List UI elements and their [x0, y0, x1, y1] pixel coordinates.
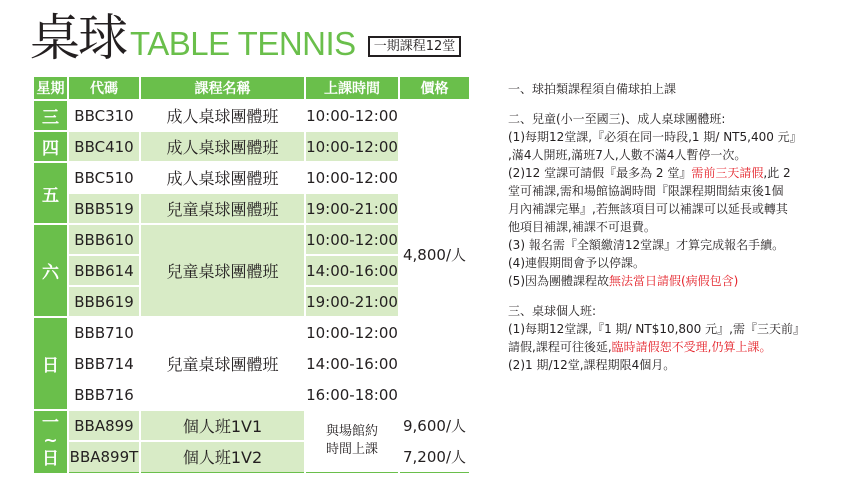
table-header-row	[33, 76, 470, 100]
course-time: 10:00-12:00	[305, 317, 399, 348]
course-name: 兒童桌球團體班	[140, 224, 305, 317]
time-note-line2: 時間上課	[325, 442, 378, 458]
course-name: 個人班1V2	[140, 441, 305, 472]
course-time: 10:00-12:00	[305, 100, 399, 131]
note-text	[508, 164, 838, 182]
group-price: 4,800/人	[399, 100, 470, 410]
note-warning: 需前三天請假	[691, 166, 764, 180]
header-price: 價格	[399, 76, 470, 100]
course-name: 成人桌球團體班	[140, 131, 305, 162]
course-name: 成人桌球團體班	[140, 162, 305, 193]
course-code: BBA899	[68, 410, 140, 441]
price-1v2: 7,200/人	[399, 441, 470, 472]
course-code: BBA899T	[68, 441, 140, 472]
course-name: 兒童桌球團體班	[140, 317, 305, 410]
course-name: 兒童桌球團體班	[140, 193, 305, 224]
title-english: TABLE TENNIS	[130, 25, 356, 62]
day-sunday: 日	[33, 317, 68, 410]
course-code: BBB614	[68, 255, 140, 286]
course-code: BBB610	[68, 224, 140, 255]
session-badge: 一期課程12堂	[368, 36, 462, 57]
note-text: (2)1 期/12堂,課程期限4個月。	[508, 358, 676, 372]
course-code: BBB716	[68, 379, 140, 410]
course-time	[305, 410, 399, 472]
course-time: 10:00-12:00	[305, 131, 399, 162]
note-text: 請假,課程可往後延,	[508, 340, 612, 354]
course-time: 10:00-12:00	[305, 224, 399, 255]
notes-panel	[508, 80, 838, 374]
day-range	[33, 410, 68, 472]
note-text	[508, 338, 838, 356]
note-warning: 無法當日請假(病假包含)	[609, 274, 739, 288]
course-time: 14:00-16:00	[305, 255, 399, 286]
course-code: BBB710	[68, 317, 140, 348]
header-time: 上課時間	[305, 76, 399, 100]
day-thursday: 四	[33, 131, 68, 162]
table-row	[33, 100, 470, 131]
price-1v1: 9,600/人	[399, 410, 470, 441]
table-row	[33, 441, 470, 472]
note-section-2-title: 二、兒童(小一至國三)、成人桌球團體班:	[508, 112, 726, 126]
course-name: 成人桌球團體班	[140, 100, 305, 131]
day-range-top: 一	[42, 413, 59, 434]
note-text	[508, 272, 838, 290]
time-note-line1: 與場館約	[325, 424, 378, 440]
note-warning: 臨時請假恕不受理,仍算上課。	[611, 340, 772, 354]
day-wednesday: 三	[33, 100, 68, 131]
course-time: 16:00-18:00	[305, 379, 399, 410]
note-text: 他項目補課,補課不可退費。	[508, 220, 656, 234]
note-text: (1)每期12堂課,『必須在同一時段,1 期/ NT5,400 元』	[508, 130, 802, 144]
note-text: (4)連假期間會予以停課。	[508, 256, 645, 270]
course-code: BBB619	[68, 286, 140, 317]
note-text: ,滿4人開班,滿班7人,人數不滿4人暫停一次。	[508, 148, 747, 162]
note-text: (5)因為團體課程故	[508, 274, 609, 288]
course-code: BBC410	[68, 131, 140, 162]
note-section-3-title: 三、桌球個人班:	[508, 304, 597, 318]
header-day: 星期	[33, 76, 68, 100]
header-course-name: 課程名稱	[140, 76, 305, 100]
note-text: (2)12 堂課可請假『最多為 2 堂』	[508, 166, 692, 180]
day-range-bottom: 日	[42, 449, 59, 470]
day-range-mid: ~	[43, 431, 58, 452]
course-time: 14:00-16:00	[305, 348, 399, 379]
course-name: 個人班1V1	[140, 410, 305, 441]
day-friday: 五	[33, 162, 68, 224]
note-section-1: 一、球拍類課程須自備球拍上課	[508, 82, 677, 96]
course-code: BBC310	[68, 100, 140, 131]
course-time: 19:00-21:00	[305, 286, 399, 317]
course-code: BBB714	[68, 348, 140, 379]
course-time: 19:00-21:00	[305, 193, 399, 224]
title-chinese: 桌球	[30, 9, 126, 67]
note-text: 月內補課完畢』,若無該項目可以補課可以延長或轉其	[508, 202, 788, 216]
day-saturday: 六	[33, 224, 68, 317]
note-text: (1)每期12堂課,『1 期/ NT$10,800 元』,需『三天前』	[508, 322, 805, 336]
header-code: 代碼	[68, 76, 140, 100]
note-text: 堂可補課,需和場館協調時間『限課程期間結束後1個	[508, 184, 784, 198]
course-code: BBC510	[68, 162, 140, 193]
note-text: ,此 2	[763, 166, 791, 180]
schedule-table	[32, 75, 471, 473]
note-text: (3) 報名需『全額繳清12堂課』才算完成報名手續。	[508, 238, 785, 252]
table-row	[33, 410, 470, 441]
course-time: 10:00-12:00	[305, 162, 399, 193]
course-code: BBB519	[68, 193, 140, 224]
page-header	[30, 6, 461, 66]
